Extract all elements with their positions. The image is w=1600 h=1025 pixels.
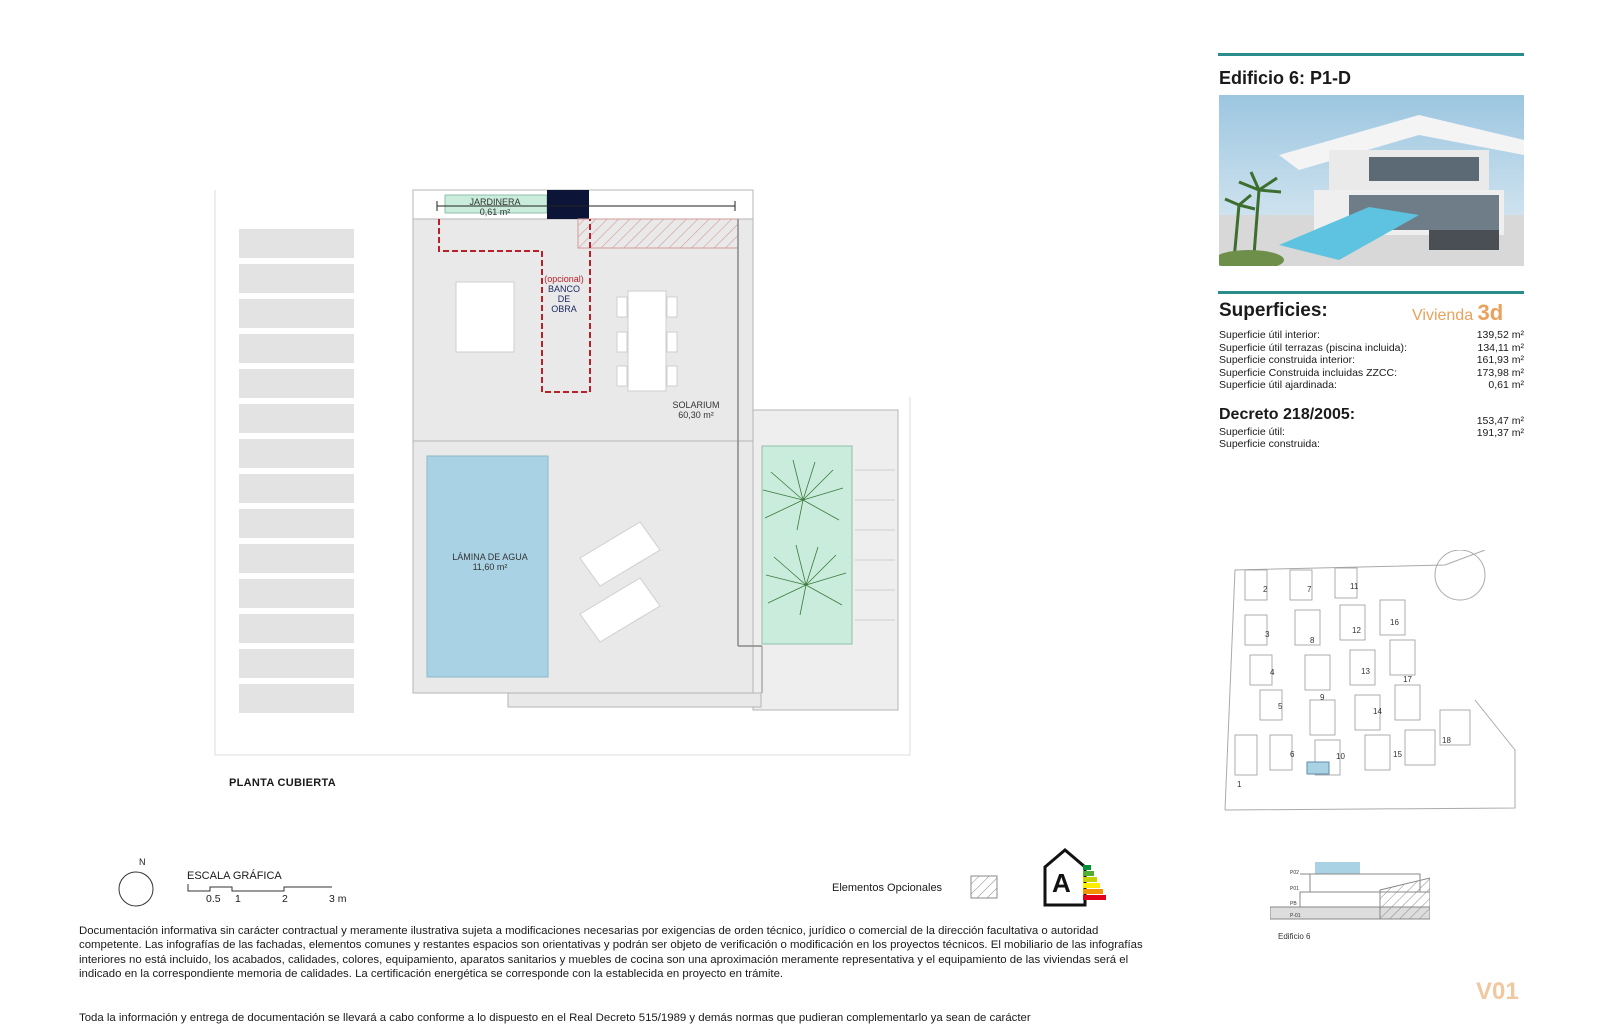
superficie-row: Superficie útil terrazas (piscina incluida): 134,11 m²: [1219, 342, 1524, 354]
energy-class: A: [1052, 868, 1071, 898]
svg-text:P-01: P-01: [1290, 913, 1301, 919]
superficie-row: Superficie Construida incluidas ZZCC: 173,98 m²: [1219, 367, 1524, 379]
scale-tick: 0.5: [206, 893, 221, 905]
banco-label: (opcional) BANCO DE OBRA: [544, 274, 584, 314]
scale-bar: [187, 883, 347, 893]
svg-text:P01: P01: [1290, 886, 1299, 892]
hatch-swatch-icon: [970, 875, 998, 899]
opcionales-label: Elementos Opcionales: [832, 882, 943, 894]
roof-floor-plan: [200, 180, 920, 760]
scale-tick: 2: [282, 893, 288, 905]
site-plan-numbers: 1 2 3 4 5 6 7 8 9 10 11 12 13 14 15 16 17 18: [1237, 582, 1451, 789]
svg-text:PB: PB: [1290, 901, 1297, 907]
scale-tick: 1: [235, 893, 241, 905]
vivienda-label: Vivienda: [1412, 307, 1474, 324]
superficies-title: Superficies:: [1219, 300, 1328, 321]
north-label: N: [139, 857, 146, 867]
vivienda-type-value: 3d: [1477, 300, 1504, 325]
sheet-title: Edificio 6: P1-D: [1219, 68, 1352, 88]
north-arrow-icon: [113, 857, 159, 907]
plan-title: PLANTA CUBIERTA: [229, 777, 336, 789]
decreto-row: Superficie útil:: [1219, 426, 1285, 438]
disclaimer-text: Documentación informativa sin carácter contractual y meramente ilustrativa sujeta a modificaciones necesarias por exigencias de orden técnico, jurídico o comercial de la dirección facultativa o autoridad competente. Las infografías de las fachadas, elementos comunes y restantes espacios son orientativas y podrán ser objeto de verificación o modificación en los proyectos técnicos. El mobiliario de las infografías interiores no está incluido, los acabados, calidades, colores, equipamiento, aparatos sanitarios y muebles de cocina son una aproximación meramente representativa y el equipamiento de las viviendas será el indicado en la correspondiente memoria de calidades. La certificación energética se corresponde con la establecida en proyecto en trámite.: [79, 925, 1143, 980]
section-edificio-label: Edificio 6: [1278, 932, 1311, 941]
decreto-title: Decreto 218/2005:: [1219, 406, 1356, 423]
superficie-row: Superficie construida interior: 161,93 m²: [1219, 354, 1524, 366]
vivienda-type: [1412, 300, 1503, 326]
house-render-image: [1219, 95, 1524, 266]
decreto-row: Superficie construida:: [1219, 438, 1320, 450]
solarium-label: SOLARIUM 60,30 m²: [672, 400, 720, 420]
escala-label: ESCALA GRÁFICA: [187, 870, 282, 882]
header-rule: [1218, 53, 1524, 56]
superficie-row: Superficie útil interior: 139,52 m²: [1219, 329, 1524, 341]
jardinera-label: JARDINERA 0,61 m²: [469, 197, 521, 217]
parking-stalls: [239, 229, 354, 713]
lamina-label: LÁMINA DE AGUA 11,60 m²: [452, 552, 528, 572]
svg-text:P02: P02: [1290, 870, 1299, 876]
superficie-row: Superficie útil ajardinada: 0,61 m²: [1219, 379, 1524, 391]
scale-tick: 3 m: [329, 893, 347, 905]
superficies-rule: [1218, 291, 1524, 294]
section-drawing: [1270, 860, 1430, 935]
version-label: V01: [1476, 978, 1519, 1005]
disclaimer-text-2: Toda la información y entrega de documentación se llevará a cabo conforme a lo dispuesto en el Real Decreto 515/1989 y demás normas que pudieran complementarlo ya sean de carácter: [79, 1012, 1031, 1024]
